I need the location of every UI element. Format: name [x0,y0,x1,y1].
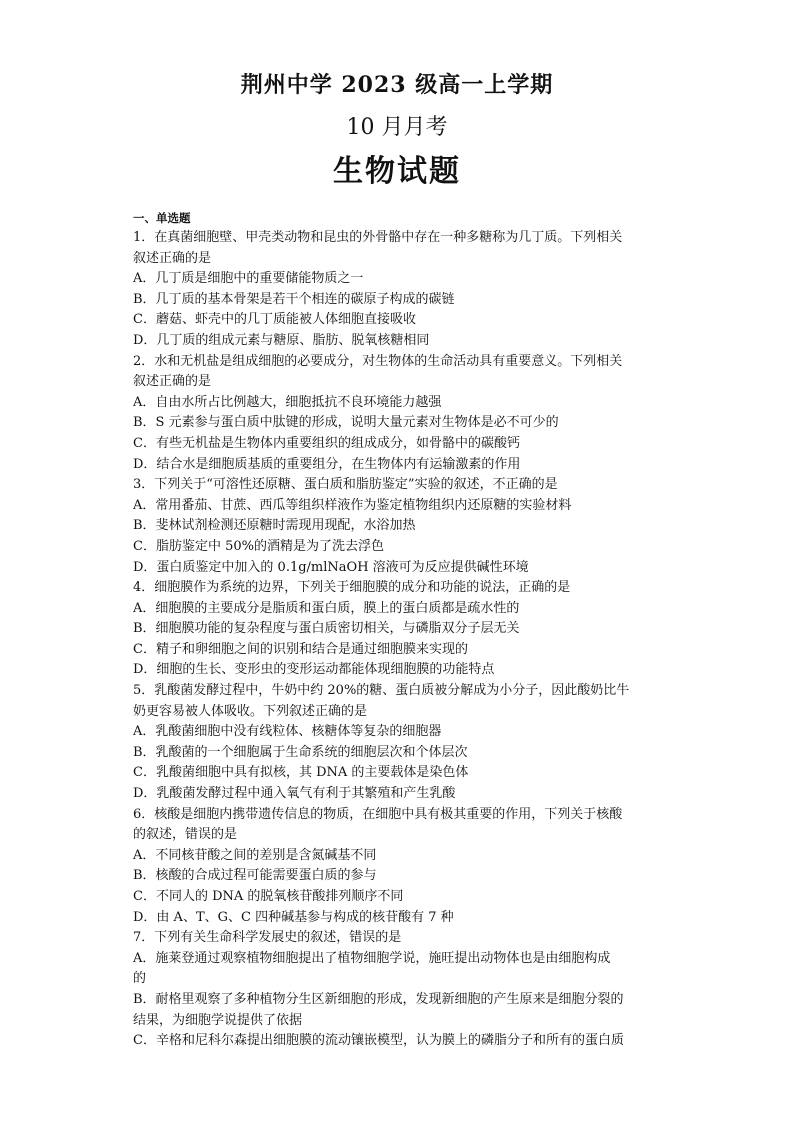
text-line: C．蘑菇、虾壳中的几丁质能被人体细胞直接吸收 [133,312,416,328]
text-line: D．由 A、T、G、C 四种碱基参与构成的核苷酸有 7 种 [133,909,454,925]
text-line: D．几丁质的组成元素与糖原、脂肪、脱氧核糖相同 [133,332,430,348]
section-heading: 一、单选题 [133,211,191,225]
text-line: 2．水和无机盐是组成细胞的必要成分，对生物体的生命活动具有重要意义。下列相关 [133,353,623,369]
text-line: D．蛋白质鉴定中加入的 0.1g/mlNaOH 溶液可为反应提供碱性环境 [133,559,529,575]
text-line: 6．核酸是细胞内携带遗传信息的物质，在细胞中具有极其重要的作用，下列关于核酸 [133,806,623,822]
text-line: C．乳酸菌细胞中具有拟核，其 DNA 的主要载体是染色体 [133,765,469,781]
text-line: 7．下列有关生命科学发展史的叙述，错误的是 [133,930,402,946]
text-line: 4．细胞膜作为系统的边界，下列关于细胞膜的成分和功能的说法，正确的是 [133,580,571,596]
text-line: A．细胞膜的主要成分是脂质和蛋白质，膜上的蛋白质都是疏水性的 [133,600,520,616]
subject-title: 生物试题 [333,154,461,189]
text-line: C．不同人的 DNA 的脱氧核苷酸排列顺序不同 [133,889,404,904]
text-line: C．脂肪鉴定中 50%的酒精是为了洗去浮色 [133,538,384,554]
text-line: 1．在真菌细胞壁、甲壳类动物和昆虫的外骨骼中存在一种多糖称为几丁质。下列相关 [133,230,623,245]
text-line: 结果，为细胞学说提供了依据 [133,1012,303,1028]
text-line: 叙述正确的是 [133,250,212,266]
text-line: 叙述正确的是 [133,374,212,390]
text-line: 奶更容易被人体吸收。下列叙述正确的是 [133,703,368,719]
text-line: A．几丁质是细胞中的重要储能物质之一 [133,271,364,287]
question-text [133,228,663,1052]
text-line: 5．乳酸菌发酵过程中，牛奶中约 20%的糖、蛋白质被分解成为小分子，因此酸奶比牛 [133,683,630,699]
text-line: B．斐林试剂检测还原糖时需现用现配，水浴加热 [133,518,416,534]
text-line: B．耐格里观察了多种植物分生区新细胞的形成，发现新细胞的产生原来是细胞分裂的 [133,991,624,1007]
text-line: C．辛格和尼科尔森提出细胞膜的流动镶嵌模型，认为膜上的磷脂分子和所有的蛋白质 [133,1033,624,1049]
text-line: A．不同核苷酸之间的差别是含氮碱基不同 [133,847,377,863]
text-line: B．S 元素参与蛋白质中肽键的形成，说明大量元素对生物体是必不可少的 [133,415,559,431]
text-line: D．细胞的生长、变形虫的变形运动都能体现细胞膜的功能特点 [133,662,495,678]
text-line: A．常用番茄、甘蔗、西瓜等组织样液作为鉴定植物组织内还原糖的实验材料 [133,497,572,513]
text-line: B．几丁质的基本骨架是若干个相连的碳原子构成的碳链 [133,291,455,307]
text-line: B．核酸的合成过程可能需要蛋白质的参与 [133,868,377,884]
text-line: 的 [133,971,147,987]
text-line: C．有些无机盐是生物体内重要组织的组成成分，如骨骼中的碳酸钙 [133,435,520,451]
text-line: A．自由水所占比例越大，细胞抵抗不良环境能力越强 [133,394,442,410]
text-line: 的叙述，错误的是 [133,827,238,843]
text-line: D．结合水是细胞质基质的重要组分，在生物体内有运输激素的作用 [133,456,521,472]
exam-title: 10 月月考 [346,115,448,140]
text-line: 3．下列关于“可溶性还原糖、蛋白质和脂肪鉴定”实验的叙述，不正确的是 [133,477,558,493]
text-line: C．精子和卵细胞之间的识别和结合是通过细胞膜来实现的 [133,641,468,657]
text-line: B．细胞膜功能的复杂程度与蛋白质密切相关，与磷脂双分子层无关 [133,621,520,637]
text-line: A．施莱登通过观察植物细胞提出了植物细胞学说，施旺提出动物体也是由细胞构成 [133,950,611,966]
text-line: A．乳酸菌细胞中没有线粒体、核糖体等复杂的细胞器 [133,724,442,740]
text-line: B．乳酸菌的一个细胞属于生命系统的细胞层次和个体层次 [133,744,468,760]
school-title: 荆州中学 2023 级高一上学期 [240,72,554,98]
text-line: D．乳酸菌发酵过程中通入氧气有利于其繁殖和产生乳酸 [133,786,456,802]
